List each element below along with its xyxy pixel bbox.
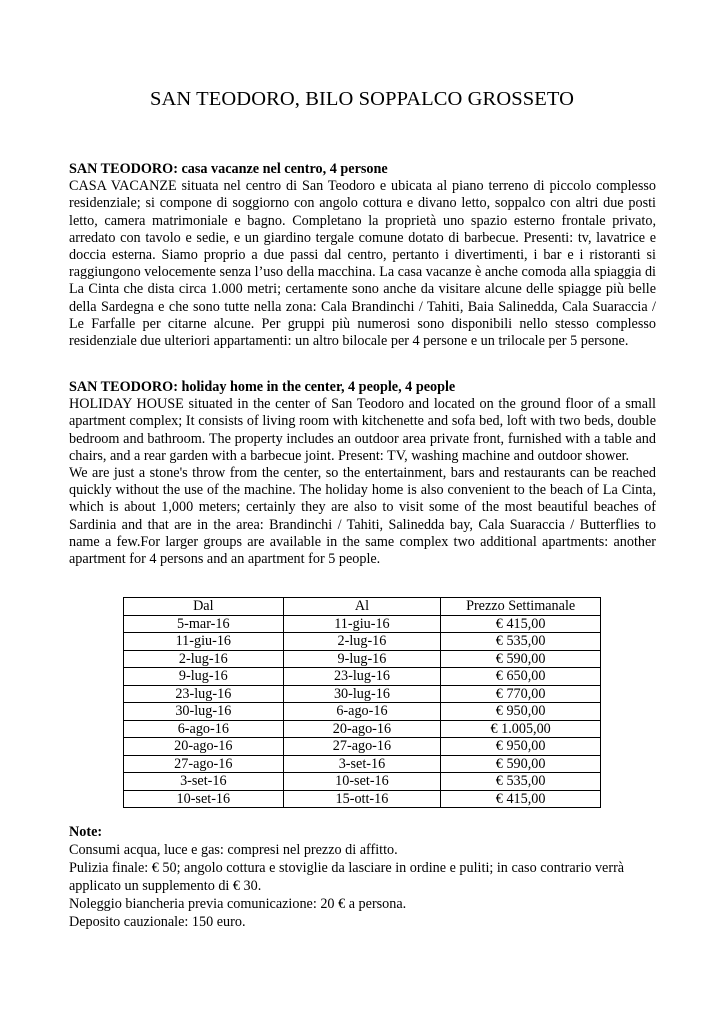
cell-to: 15-ott-16	[283, 790, 441, 808]
table-row	[124, 685, 601, 703]
cell-weekly-price: € 650,00	[441, 668, 601, 686]
cell-to: 11-giu-16	[283, 615, 441, 633]
cell-weekly-price: € 415,00	[441, 790, 601, 808]
english-paragraph-1: HOLIDAY HOUSE situated in the center of San Teodoro and located on the ground floor of a small apartment complex; It consists of living room with kitchenette and sofa bed, loft with two beds, double bedroom and bathroom. The property includes an outdoor area private front, furnished with a table and chairs, and a rear garden with a barbecue joint. Present: TV, washing machine and outdoor shower.	[69, 396, 656, 464]
english-section	[69, 379, 656, 568]
cell-from: 10-set-16	[124, 790, 284, 808]
cell-weekly-price: € 415,00	[441, 615, 601, 633]
italian-section	[69, 161, 656, 350]
note-cleaning: Pulizia finale: € 50; angolo cottura e stoviglie da lasciare in ordine e puliti; in caso contrario verrà applicato un supplemento di € 30.	[69, 860, 625, 894]
table-row	[124, 703, 601, 721]
cell-to: 30-lug-16	[283, 685, 441, 703]
italian-heading: SAN TEODORO: casa vacanze nel centro, 4 persone	[69, 161, 388, 177]
cell-to: 10-set-16	[283, 773, 441, 791]
table-row	[124, 773, 601, 791]
table-row	[124, 720, 601, 738]
cell-to: 3-set-16	[283, 755, 441, 773]
cell-weekly-price: € 950,00	[441, 703, 601, 721]
cell-to: 9-lug-16	[283, 650, 441, 668]
table-row	[124, 790, 601, 808]
cell-from: 30-lug-16	[124, 703, 284, 721]
notes-section	[69, 823, 656, 931]
note-linen: Noleggio biancheria previa comunicazione: 20 € a persona.	[69, 896, 407, 912]
cell-from: 6-ago-16	[124, 720, 284, 738]
cell-to: 6-ago-16	[283, 703, 441, 721]
table-row	[124, 650, 601, 668]
cell-weekly-price: € 535,00	[441, 773, 601, 791]
header-from: Dal	[124, 598, 284, 616]
cell-from: 3-set-16	[124, 773, 284, 791]
english-heading: SAN TEODORO: holiday home in the center, 4 people, 4 people	[69, 379, 456, 395]
header-to: Al	[283, 598, 441, 616]
table-row	[124, 615, 601, 633]
header-weekly-price: Prezzo Settimanale	[441, 598, 601, 616]
cell-from: 5-mar-16	[124, 615, 284, 633]
cell-from: 20-ago-16	[124, 738, 284, 756]
cell-weekly-price: € 590,00	[441, 755, 601, 773]
cell-to: 2-lug-16	[283, 633, 441, 651]
cell-to: 23-lug-16	[283, 668, 441, 686]
cell-from: 27-ago-16	[124, 755, 284, 773]
cell-from: 2-lug-16	[124, 650, 284, 668]
table-row	[124, 633, 601, 651]
english-paragraph-2: We are just a stone's throw from the center, so the entertainment, bars and restaurants can be reached quickly without the use of the machine. The holiday home is also convenient to the beach of La Cinta, which is about 1,000 meters; certainly they are also to visit some of the most beautiful beaches of Sardinia and that are in the area: Brandinchi / Tahiti, Salinedda bay, Cala Suaraccia / Butterflies to name a few.For larger groups are available in the same complex two additional apartments: another apartment for 4 persons and an apartment for 5 people.	[69, 465, 656, 568]
table-row	[124, 755, 601, 773]
cell-weekly-price: € 590,00	[441, 650, 601, 668]
document-title: SAN TEODORO, BILO SOPPALCO GROSSETO	[149, 88, 575, 110]
cell-from: 11-giu-16	[124, 633, 284, 651]
cell-to: 27-ago-16	[283, 738, 441, 756]
notes-heading: Note:	[69, 824, 103, 840]
italian-body: CASA VACANZE situata nel centro di San Teodoro e ubicata al piano terreno di piccolo complesso residenziale; si compone di soggiorno con angolo cottura e divano letto, soppalco con altri due posti letto, camera matrimoniale e bagno. Completano la proprietà uno spazio esterno frontale privato, arredato con tavolo e sedie, e un giardino tergale comune dotato di barbecue. Presenti: tv, lavatrice e doccia esterna. Siamo proprio a due passi dal centro, pertanto i divertimenti, i bar e i ristoranti si raggiungono velocemente senza l’uso della macchina. La casa vacanze è anche comoda alla spiaggia di La Cinta che dista circa 1.000 metri; certamente sono anche da visitare alcune delle spiagge più belle della Sardegna e che sono tutte nella zona: Cala Brandinchi / Tahiti, Baia Salinedda, Cala Suaraccia / Le Farfalle per citarne alcune. Per gruppi più numerosi sono disponibili nello stesso complesso residenziale due ulteriori appartamenti: un altro bilocale per 4 persone e un trilocale per 5 persone.	[69, 178, 656, 350]
note-utilities: Consumi acqua, luce e gas: compresi nel prezzo di affitto.	[69, 842, 398, 858]
cell-weekly-price: € 950,00	[441, 738, 601, 756]
cell-weekly-price: € 770,00	[441, 685, 601, 703]
price-table	[123, 597, 601, 808]
note-deposit: Deposito cauzionale: 150 euro.	[69, 914, 246, 930]
price-table-header-row	[124, 598, 601, 616]
table-row	[124, 668, 601, 686]
cell-to: 20-ago-16	[283, 720, 441, 738]
cell-weekly-price: € 1.005,00	[441, 720, 601, 738]
cell-from: 23-lug-16	[124, 685, 284, 703]
cell-weekly-price: € 535,00	[441, 633, 601, 651]
cell-from: 9-lug-16	[124, 668, 284, 686]
table-row	[124, 738, 601, 756]
